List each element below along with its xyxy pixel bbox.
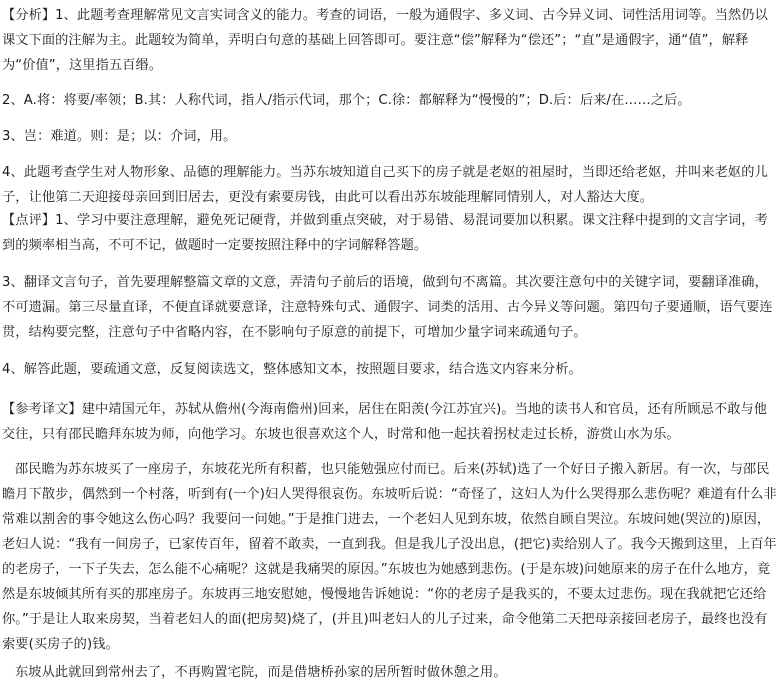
- comment-paragraph-3: 3、翻译文言句子，首先要理解整篇文章的文意，弄清句子前后的语境，做到句不离篇。其次要注意句中的关键字词，要翻译准确，不可遗漏。第三尽量直译，不便直译就要意译，注意特殊句式、通假字、词类的活用、古今异义等问题。第四句子要通顺，语气要连贯，结构要完整，注意句子中省略内容，在不影响句子原意的前提下，可增加少量字词来疏通句子。: [2, 275, 773, 340]
- comment-paragraph-4: 4、解答此题，要疏通文意，反复阅读选文，整体感知文本，按照题目要求，结合选文内容来分析。: [2, 362, 582, 377]
- translation-paragraph-2: 邵民瞻为苏东坡买了一座房子，东坡花光所有积蓄，也只能勉强应付而已。后来(苏轼)选了一个好日子搬入新居。有一次，与邵民瞻月下散步，偶然到一个村落，听到有(一个)妇人哭得很哀伤。东坡听后说：“奇怪了，这妇人为什么哭得那么悲伤呢？难道有什么非常难以割舍的事令她这么伤心吗？我要问一问她。”于是推门进去，一个老妇人见到东坡，依然自顾自哭泣。东坡问她(哭泣的)原因，老妇人说：“我有一间房子，已家传百年，留着不敢卖，一直到我。但是我儿子没出息，(把它)卖给别人了。我今天搬到这里，上百年的老房子，一下子失去，怎么能不心痛呢？这就是我痛哭的原因。”东坡也为她感到悲伤。(于是东坡)问她原来的房子在什么地方，竟然是东坡倾其所有买的那座房子。东坡再三地安慰她，慢慢地告诉她说：“你的老房子是我买的，不要太过悲伤。现在我就把它还给你。”于是让人取来房契，当着老妇人的面(把房契)烧了，(并且)叫老妇人的儿子过来，命令他第二天把母亲接回老房子，最终也没有索要(买房子的)钱。: [2, 462, 777, 652]
- analysis-paragraph-1: 【分析】1、此题考查理解常见文言实词含义的能力。考查的词语，一般为通假字、多义词、古今异义词、词性活用词等。当然仍以课文下面的注解为主。此题较为简单，弄明白句意的基础上回答即可。要注意“偿”解释为“偿还”；“直”是通假字，通“值”，解释为“价值”，这里指五百缗。: [2, 8, 768, 73]
- translation-paragraph-3: 东坡从此就回到常州去了，不再购置宅院，而是借塘桥孙家的居所暂时做休憩之用。: [15, 665, 507, 680]
- analysis-paragraph-4: 4、此题考查学生对人物形象、品德的理解能力。当苏东坡知道自己买下的房子就是老妪的祖屋时，当即还给老妪，并叫来老妪的儿子，让他第二天迎接母亲回到旧居去，更没有索要房钱，由此可以看出苏东坡能理解同情别人，对人豁达大度。: [2, 165, 768, 205]
- translation-paragraph-1: 【参考译文】建中靖国元年，苏轼从儋州(今海南儋州)回来，居住在阳羡(今江苏宜兴)。当地的读书人和官员，还有所顾忌不敢与他交往，只有邵民瞻拜东坡为师，向他学习。东坡也很喜欢这个人，时常和他一起扶着拐杖走过长桥，游赏山水为乐。: [2, 402, 768, 442]
- comment-paragraph-1: 【点评】1、学习中要注意理解，避免死记硬背，并做到重点突破，对于易错、易混词要加以积累。课文注释中提到的文言字词，考到的频率相当高，不可不记，做题时一定要按照注释中的字词解释答题。: [2, 213, 768, 253]
- analysis-paragraph-3: 3、岂：难道。则：是；以：介词，用。: [2, 129, 237, 144]
- analysis-paragraph-2: 2、A.将：将要/率领；B.其：人称代词，指人/指示代词，那个；C.徐：都解释为“慢慢的”；D.后：后来/在……之后。: [2, 93, 691, 108]
